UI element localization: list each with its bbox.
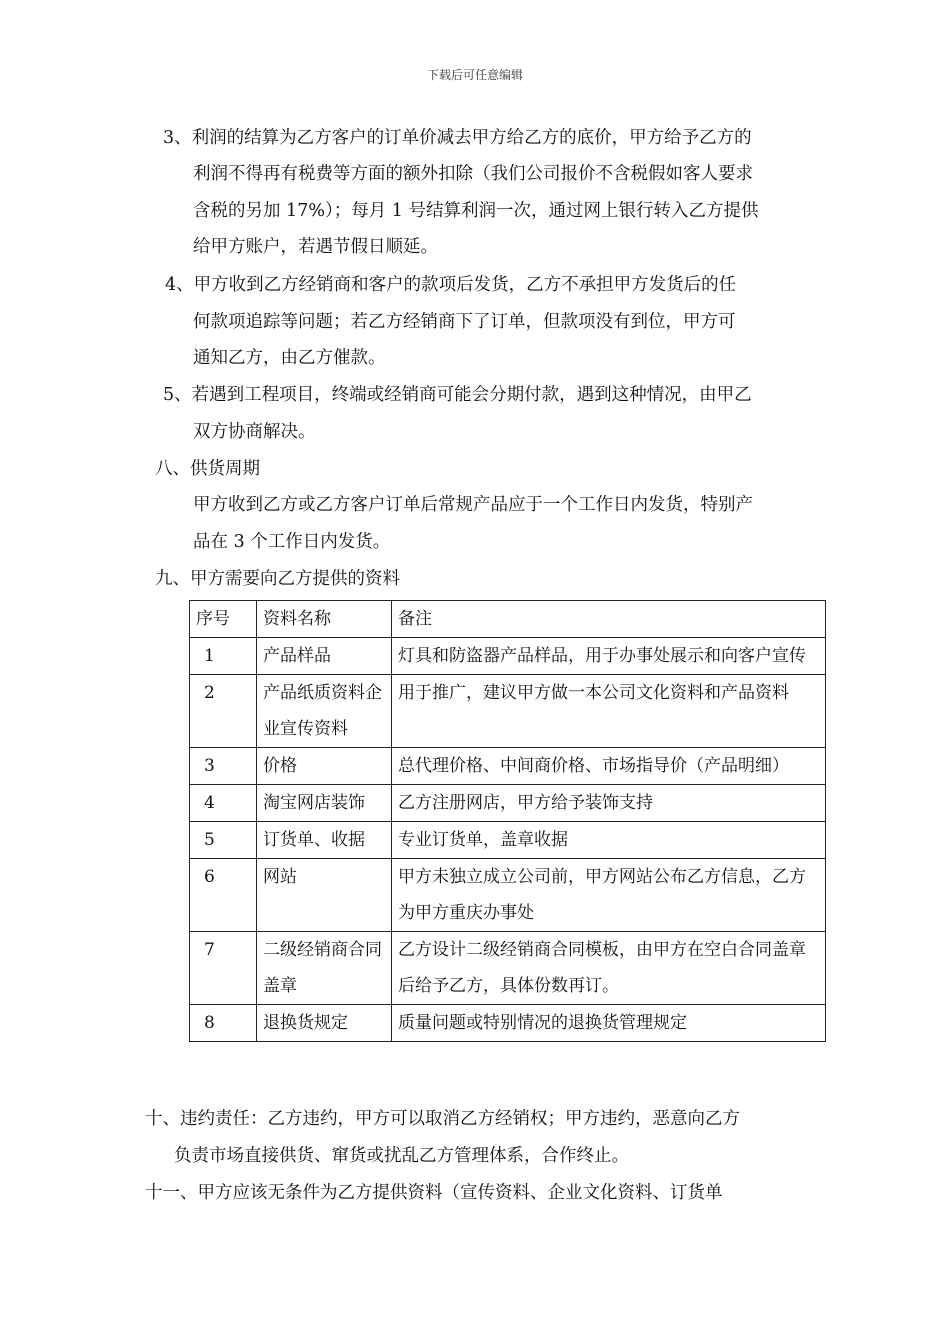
- section10-line1: 十、违约责任：乙方违约，甲方可以取消乙方经销权；甲方违约，恶意向乙方: [145, 1109, 740, 1129]
- row-note: 用于推广，建议甲方做一本公司文化资料和产品资料: [392, 675, 826, 748]
- para3-line1: 3、利润的结算为乙方客户的订单价减去甲方给乙方的底价，甲方给予乙方的: [163, 128, 752, 148]
- para3-line2: 利润不得再有税费等方面的额外扣除（我们公司报价不含税假如客人要求: [193, 164, 753, 184]
- section10-line2: 负责市场直接供货、窜货或扰乱乙方管理体系，合作终止。: [174, 1146, 629, 1166]
- row-no: 1: [190, 638, 257, 675]
- materials-table: [189, 600, 826, 1042]
- page-header: 下载后可任意编辑: [426, 68, 523, 82]
- section8-line2: 品在 3 个工作日内发货。: [193, 532, 391, 552]
- row-note: 乙方注册网店，甲方给予装饰支持: [392, 785, 826, 822]
- row-note: 专业订货单，盖章收据: [392, 822, 826, 859]
- row-name: 退换货规定: [257, 1005, 392, 1042]
- table-row: [190, 675, 826, 748]
- row-name: 淘宝网店装饰: [257, 785, 392, 822]
- row-no: 3: [190, 748, 257, 785]
- para3-line3: 含税的另加 17%）；每月 1 号结算利润一次，通过网上银行转入乙方提供: [193, 201, 759, 221]
- para5-line1: 5、若遇到工程项目，终端或经销商可能会分期付款，遇到这种情况，由甲乙: [163, 385, 752, 405]
- row-name: 产品纸质资料企业宣传资料: [257, 675, 392, 748]
- row-no: 2: [190, 675, 257, 748]
- table-row: [190, 859, 826, 932]
- para4-line2: 何款项追踪等问题；若乙方经销商下了订单，但款项没有到位，甲方可: [193, 312, 736, 332]
- row-no: 8: [190, 1005, 257, 1042]
- row-no: 6: [190, 859, 257, 932]
- header-cell-no: 序号: [190, 601, 257, 638]
- row-note: 总代理价格、中间商价格、市场指导价（产品明细）: [392, 748, 826, 785]
- para5-line2: 双方协商解决。: [193, 422, 316, 442]
- section11-line1: 十一、甲方应该无条件为乙方提供资料（宣传资料、企业文化资料、订货单: [145, 1183, 723, 1203]
- row-note: 质量问题或特别情况的退换货管理规定: [392, 1005, 826, 1042]
- para3-line4: 给甲方账户，若遇节假日顺延。: [193, 237, 438, 257]
- row-note: 灯具和防盗器产品样品，用于办事处展示和向客户宣传: [392, 638, 826, 675]
- table-row: [190, 785, 826, 822]
- row-name: 产品样品: [257, 638, 392, 675]
- row-name: 二级经销商合同盖章: [257, 932, 392, 1005]
- header-cell-name: 资料名称: [257, 601, 392, 638]
- row-name: 网站: [257, 859, 392, 932]
- row-name: 订货单、收据: [257, 822, 392, 859]
- section8-title: 八、供货周期: [155, 459, 260, 479]
- row-note: 乙方设计二级经销商合同模板，由甲方在空白合同盖章后给予乙方，具体份数再订。: [392, 932, 826, 1005]
- row-note: 甲方未独立成立公司前，甲方网站公布乙方信息，乙方为甲方重庆办事处: [392, 859, 826, 932]
- row-no: 4: [190, 785, 257, 822]
- table-row: [190, 822, 826, 859]
- para4-line3: 通知乙方，由乙方催款。: [193, 348, 386, 368]
- row-no: 7: [190, 932, 257, 1005]
- header-cell-note: 备注: [392, 601, 826, 638]
- section8-line1: 甲方收到乙方或乙方客户订单后常规产品应于一个工作日内发货，特别产: [193, 495, 753, 515]
- row-name: 价格: [257, 748, 392, 785]
- table-row: [190, 932, 826, 1005]
- table-row: [190, 748, 826, 785]
- row-no: 5: [190, 822, 257, 859]
- table-row: [190, 1005, 826, 1042]
- table-header-row: [190, 601, 826, 638]
- table-row: [190, 638, 826, 675]
- section9-title: 九、甲方需要向乙方提供的资料: [155, 569, 400, 589]
- para4-line1: 4、甲方收到乙方经销商和客户的款项后发货，乙方不承担甲方发货后的任: [165, 275, 737, 295]
